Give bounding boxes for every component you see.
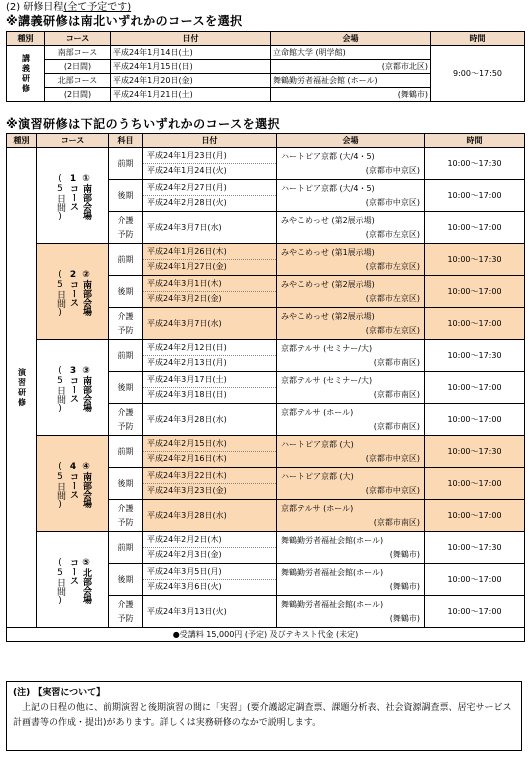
lecture-course-cell: (2日間) xyxy=(45,60,111,74)
venue-line: (京都市中京区) xyxy=(365,165,420,175)
practice-title: ※演習研修は下記のうちいずれかのコースを選択 xyxy=(6,117,281,131)
practice-header-cell: 日付 xyxy=(143,134,277,148)
course-cell xyxy=(37,436,109,532)
venue-cell xyxy=(277,148,425,180)
course-cell xyxy=(37,340,109,436)
time-cell: 10:00〜17:00 xyxy=(425,276,525,308)
venue-line: みやこめっせ (第2展示場) xyxy=(281,311,375,321)
lecture-type-cell: 講義研修 xyxy=(7,46,45,102)
date-cell xyxy=(143,468,277,500)
venue-line: (京都市南区) xyxy=(373,421,420,431)
subject-line: 予防 xyxy=(117,421,134,431)
course-number: 2コース xyxy=(68,269,78,307)
lecture-header-cell: 会場 xyxy=(271,32,431,46)
subject-cell: 前期 xyxy=(109,148,143,180)
date-line: 平成24年2月3日(金) xyxy=(143,547,276,562)
date-line: 平成24年3月22日(木) xyxy=(147,471,227,480)
date-line: 平成24年3月7日(水) xyxy=(147,318,222,328)
time-cell: 10:00〜17:00 xyxy=(425,500,525,532)
venue-cell xyxy=(277,468,425,500)
venue-cell xyxy=(277,276,425,308)
fee-cell: ●受講料 15,000円 (予定) 及びテキスト代金 (未定) xyxy=(7,628,525,642)
time-cell: 10:00〜17:00 xyxy=(425,404,525,436)
subject-cell: 前期 xyxy=(109,532,143,564)
date-line: 平成24年2月2日(木) xyxy=(147,535,222,544)
venue-cell xyxy=(277,532,425,564)
venue-line: ハートピア京都 (大/4・5) xyxy=(281,151,375,161)
date-line: 平成24年3月6日(火) xyxy=(143,579,276,594)
subject-line: 予防 xyxy=(117,517,134,527)
date-cell xyxy=(143,244,277,276)
course-number: 4コース xyxy=(68,461,78,499)
subject-cell: 後期 xyxy=(109,468,143,500)
subject-cell: 後期 xyxy=(109,564,143,596)
lecture-venue-cell: (舞鶴市) xyxy=(271,88,431,102)
practice-header-row xyxy=(7,134,525,148)
time-cell: 10:00〜17:30 xyxy=(425,244,525,276)
lecture-date-cell: 平成24年1月20日(金) xyxy=(111,74,271,88)
date-line: 平成24年2月13日(月) xyxy=(143,355,276,370)
date-line: 平成24年3月13日(火) xyxy=(147,606,227,616)
venue-line: (京都市左京区) xyxy=(365,293,420,303)
date-cell xyxy=(143,436,277,468)
venue-line: (京都市南区) xyxy=(373,389,420,399)
time-cell: 10:00〜17:30 xyxy=(425,148,525,180)
time-cell: 10:00〜17:00 xyxy=(425,180,525,212)
date-line: 平成24年3月28日(水) xyxy=(147,414,227,424)
date-line: 平成24年1月24日(火) xyxy=(143,163,276,178)
course-label xyxy=(37,362,108,414)
lecture-header-cell: 日付 xyxy=(111,32,271,46)
subject-line: 予防 xyxy=(117,229,134,239)
date-line: 平成24年2月27日(月) xyxy=(147,183,227,192)
time-cell: 10:00〜17:00 xyxy=(425,212,525,244)
course-label xyxy=(37,458,108,510)
fee-row xyxy=(7,628,525,642)
date-line: 平成24年1月26日(木) xyxy=(147,247,227,256)
note-box xyxy=(6,681,522,751)
subject-cell xyxy=(109,404,143,436)
venue-cell xyxy=(277,244,425,276)
practice-row xyxy=(7,436,525,468)
venue-line: ハートピア京都 (大/4・5) xyxy=(281,183,375,193)
course-label xyxy=(37,266,108,318)
subject-line: 介護 xyxy=(117,311,134,321)
section-note: (全て予定です) xyxy=(63,2,132,13)
venue-line: (京都市中京区) xyxy=(365,453,420,463)
venue-cell xyxy=(277,436,425,468)
venue-line: 京都テルサ (セミナー/大) xyxy=(281,343,373,353)
lecture-header-cell: コース xyxy=(45,32,111,46)
note-body: 上記の日程の他に、前期演習と後期演習の間に「実習」(要介護認定調査票、課題分析表、社会資源調査票、居宅サービス計画書等の作成・提出)があります。詳しくは実務研修のなかで説明します。 xyxy=(13,703,512,728)
subject-cell: 前期 xyxy=(109,340,143,372)
time-cell: 10:00〜17:00 xyxy=(425,308,525,340)
subject-cell xyxy=(109,308,143,340)
course-days: (5日間) xyxy=(55,365,65,414)
course-venue: ③南部会場 xyxy=(81,365,91,412)
subject-cell: 後期 xyxy=(109,372,143,404)
date-line: 平成24年3月5日(月) xyxy=(147,567,222,576)
date-line: 平成24年1月27日(金) xyxy=(143,259,276,274)
date-line: 平成24年2月12日(日) xyxy=(147,343,227,352)
date-line: 平成24年3月2日(金) xyxy=(143,291,276,306)
time-cell: 10:00〜17:30 xyxy=(425,436,525,468)
venue-cell xyxy=(277,500,425,532)
date-cell xyxy=(143,340,277,372)
subject-cell: 後期 xyxy=(109,276,143,308)
venue-cell xyxy=(277,596,425,628)
subject-line: 予防 xyxy=(117,613,134,623)
subject-line: 介護 xyxy=(117,407,134,417)
venue-cell xyxy=(277,212,425,244)
venue-cell xyxy=(277,372,425,404)
date-cell xyxy=(143,276,277,308)
venue-line: 京都テルサ (ホール) xyxy=(281,503,354,513)
subject-cell: 後期 xyxy=(109,180,143,212)
venue-line: 舞鶴勤労者福祉会館(ホール) xyxy=(281,599,384,609)
subject-line: 予防 xyxy=(117,325,134,335)
lecture-header-cell: 時間 xyxy=(431,32,525,46)
subject-line: 介護 xyxy=(117,215,134,225)
lecture-date-cell: 平成24年1月14日(土) xyxy=(111,46,271,60)
venue-line: ハートピア京都 (大) xyxy=(281,439,354,449)
practice-type-cell: 演習研修 xyxy=(7,148,37,628)
course-venue: ①南部会場 xyxy=(81,173,91,220)
venue-line: 舞鶴勤労者福祉会館(ホール) xyxy=(281,567,384,577)
venue-line: みやこめっせ (第2展示場) xyxy=(281,279,375,289)
lecture-venue-cell: 立命館大学 (明学館) xyxy=(271,46,431,60)
venue-line: (舞鶴市) xyxy=(389,613,420,623)
practice-header-cell: 時間 xyxy=(425,134,525,148)
venue-line: ハートピア京都 (大) xyxy=(281,471,354,481)
lecture-course-cell: 南部コース xyxy=(45,46,111,60)
venue-line: みやこめっせ (第1展示場) xyxy=(281,247,375,257)
venue-line: (京都市中京区) xyxy=(365,197,420,207)
date-line: 平成24年3月7日(水) xyxy=(147,222,222,232)
section-heading xyxy=(6,2,131,14)
venue-line: (京都市左京区) xyxy=(365,261,420,271)
subject-cell xyxy=(109,212,143,244)
course-label xyxy=(37,554,108,606)
venue-line: (舞鶴市) xyxy=(389,581,420,591)
subject-cell: 前期 xyxy=(109,244,143,276)
date-line: 平成24年2月28日(火) xyxy=(143,195,276,210)
date-line: 平成24年2月16日(木) xyxy=(143,451,276,466)
date-line: 平成24年3月18日(日) xyxy=(143,387,276,402)
date-line: 平成24年3月23日(金) xyxy=(143,483,276,498)
practice-row xyxy=(7,244,525,276)
date-cell xyxy=(143,500,277,532)
course-number: 3コース xyxy=(68,365,78,403)
time-cell: 10:00〜17:30 xyxy=(425,532,525,564)
venue-line: (舞鶴市) xyxy=(389,549,420,559)
venue-cell xyxy=(277,564,425,596)
date-line: 平成24年3月1日(木) xyxy=(147,279,222,288)
date-line: 平成24年2月15日(水) xyxy=(147,439,227,448)
subject-line: 介護 xyxy=(117,599,134,609)
course-days: (5日間) xyxy=(55,269,65,318)
lecture-header-row xyxy=(7,32,525,46)
date-cell xyxy=(143,404,277,436)
lecture-course-cell: 北部コース xyxy=(45,74,111,88)
time-cell: 10:00〜17:00 xyxy=(425,564,525,596)
practice-row xyxy=(7,340,525,372)
date-cell xyxy=(143,148,277,180)
time-cell: 10:00〜17:00 xyxy=(425,372,525,404)
lecture-venue-cell: (京都市北区) xyxy=(271,60,431,74)
lecture-date-cell: 平成24年1月21日(土) xyxy=(111,88,271,102)
course-number: コース xyxy=(68,557,78,585)
date-cell xyxy=(143,212,277,244)
date-cell xyxy=(143,180,277,212)
lecture-row xyxy=(7,46,525,60)
course-cell xyxy=(37,532,109,628)
subject-cell: 前期 xyxy=(109,436,143,468)
course-days: (5日間) xyxy=(55,173,65,222)
practice-header-cell: 会場 xyxy=(277,134,425,148)
date-line: 平成24年3月17日(土) xyxy=(147,375,227,384)
date-cell xyxy=(143,308,277,340)
section-label: (2) 研修日程 xyxy=(6,2,64,13)
venue-line: (京都市左京区) xyxy=(365,325,420,335)
course-venue: ④南部会場 xyxy=(81,461,91,508)
date-line: 平成24年1月23日(月) xyxy=(147,151,227,160)
date-line: 平成24年3月28日(水) xyxy=(147,510,227,520)
time-cell: 10:00〜17:00 xyxy=(425,468,525,500)
lecture-time-cell: 9:00〜17:50 xyxy=(431,46,525,102)
venue-cell xyxy=(277,308,425,340)
course-days: (5日間) xyxy=(55,557,65,606)
time-cell: 10:00〜17:00 xyxy=(425,596,525,628)
practice-row xyxy=(7,532,525,564)
practice-table xyxy=(6,133,525,642)
venue-line: (京都市南区) xyxy=(373,517,420,527)
subject-cell xyxy=(109,500,143,532)
course-days: (5日間) xyxy=(55,461,65,510)
lecture-venue-cell: 舞鶴勤労者福祉会館 (ホール) xyxy=(271,74,431,88)
time-cell: 10:00〜17:30 xyxy=(425,340,525,372)
course-venue: ⑤北部会場 xyxy=(81,557,91,604)
venue-line: 京都テルサ (セミナー/大) xyxy=(281,375,373,385)
lecture-title: ※講義研修は南北いずれかのコースを選択 xyxy=(6,14,243,28)
subject-cell xyxy=(109,596,143,628)
lecture-date-cell: 平成24年1月15日(日) xyxy=(111,60,271,74)
date-cell xyxy=(143,372,277,404)
date-cell xyxy=(143,596,277,628)
venue-cell xyxy=(277,340,425,372)
course-cell xyxy=(37,244,109,340)
venue-line: (京都市南区) xyxy=(373,357,420,367)
venue-line: (京都市左京区) xyxy=(365,229,420,239)
course-number: 1コース xyxy=(68,173,78,211)
practice-header-cell: コース xyxy=(37,134,109,148)
venue-line: (京都市中京区) xyxy=(365,485,420,495)
course-cell xyxy=(37,148,109,244)
date-cell xyxy=(143,564,277,596)
practice-header-cell: 科目 xyxy=(109,134,143,148)
venue-cell xyxy=(277,180,425,212)
venue-line: みやこめっせ (第2展示場) xyxy=(281,215,375,225)
venue-line: 舞鶴勤労者福祉会館(ホール) xyxy=(281,535,384,545)
lecture-header-cell: 種別 xyxy=(7,32,45,46)
lecture-course-cell: (2日間) xyxy=(45,88,111,102)
venue-line: 京都テルサ (ホール) xyxy=(281,407,354,417)
date-cell xyxy=(143,532,277,564)
practice-header-cell: 種別 xyxy=(7,134,37,148)
venue-cell xyxy=(277,404,425,436)
course-venue: ②南部会場 xyxy=(81,269,91,316)
practice-row xyxy=(7,148,525,180)
course-label xyxy=(37,170,108,222)
lecture-table xyxy=(6,31,525,102)
subject-line: 介護 xyxy=(117,503,134,513)
note-heading: (注) 【実習について】 xyxy=(13,688,106,698)
